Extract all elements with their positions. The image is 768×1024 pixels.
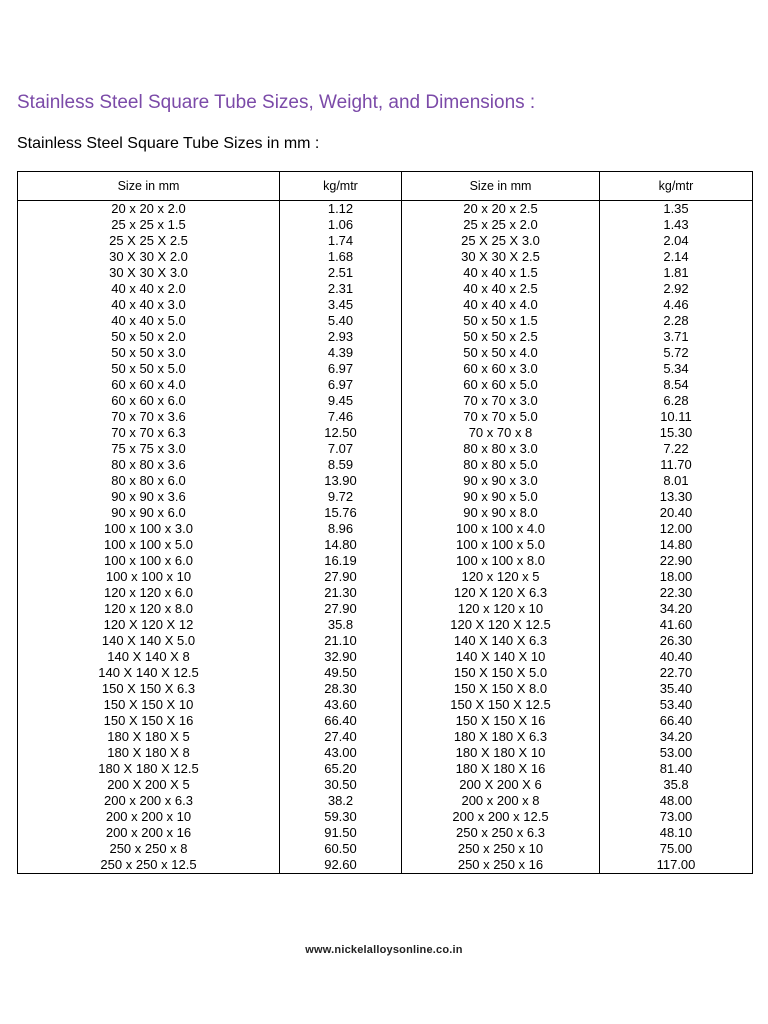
table-row — [18, 393, 753, 409]
cell-weight-right: 5.72 — [600, 345, 753, 361]
cell-weight-left: 65.20 — [280, 761, 402, 777]
cell-weight-left: 15.76 — [280, 505, 402, 521]
cell-weight-right: 4.46 — [600, 297, 753, 313]
cell-size-left: 180 X 180 X 12.5 — [18, 761, 280, 777]
cell-size-right: 50 x 50 x 4.0 — [402, 345, 600, 361]
cell-weight-right: 48.00 — [600, 793, 753, 809]
cell-weight-left: 92.60 — [280, 857, 402, 874]
table-header-row — [18, 172, 753, 201]
cell-weight-left: 27.40 — [280, 729, 402, 745]
cell-weight-right: 117.00 — [600, 857, 753, 874]
table-row — [18, 841, 753, 857]
cell-weight-right: 12.00 — [600, 521, 753, 537]
cell-size-right: 50 x 50 x 1.5 — [402, 313, 600, 329]
cell-size-right: 140 X 140 X 10 — [402, 649, 600, 665]
cell-size-right: 150 X 150 X 8.0 — [402, 681, 600, 697]
cell-weight-right: 14.80 — [600, 537, 753, 553]
cell-size-left: 200 x 200 x 10 — [18, 809, 280, 825]
cell-size-right: 250 x 250 x 6.3 — [402, 825, 600, 841]
cell-size-right: 140 X 140 X 6.3 — [402, 633, 600, 649]
cell-weight-left: 35.8 — [280, 617, 402, 633]
table-row — [18, 249, 753, 265]
table-row — [18, 297, 753, 313]
cell-weight-left: 6.97 — [280, 377, 402, 393]
cell-weight-left: 4.39 — [280, 345, 402, 361]
cell-weight-right: 3.71 — [600, 329, 753, 345]
cell-size-left: 120 x 120 x 6.0 — [18, 585, 280, 601]
cell-size-right: 60 x 60 x 3.0 — [402, 361, 600, 377]
cell-weight-left: 1.12 — [280, 201, 402, 218]
cell-weight-right: 35.40 — [600, 681, 753, 697]
cell-weight-left: 1.68 — [280, 249, 402, 265]
tube-size-table — [17, 171, 753, 874]
section-subtitle: Stainless Steel Square Tube Sizes in mm : — [17, 135, 320, 152]
cell-size-right: 180 X 180 X 10 — [402, 745, 600, 761]
table-row — [18, 217, 753, 233]
cell-weight-right: 81.40 — [600, 761, 753, 777]
cell-size-left: 140 X 140 X 8 — [18, 649, 280, 665]
cell-size-left: 100 x 100 x 6.0 — [18, 553, 280, 569]
cell-size-right: 120 X 120 X 12.5 — [402, 617, 600, 633]
cell-weight-right: 40.40 — [600, 649, 753, 665]
cell-weight-right: 1.35 — [600, 201, 753, 218]
cell-size-right: 20 x 20 x 2.5 — [402, 201, 600, 218]
cell-size-left: 140 X 140 X 12.5 — [18, 665, 280, 681]
cell-size-left: 80 x 80 x 6.0 — [18, 473, 280, 489]
table-row — [18, 473, 753, 489]
cell-weight-left: 1.06 — [280, 217, 402, 233]
cell-size-left: 100 x 100 x 5.0 — [18, 537, 280, 553]
table-row — [18, 441, 753, 457]
cell-weight-left: 27.90 — [280, 569, 402, 585]
cell-size-right: 70 x 70 x 5.0 — [402, 409, 600, 425]
cell-size-left: 50 x 50 x 3.0 — [18, 345, 280, 361]
cell-weight-left: 16.19 — [280, 553, 402, 569]
cell-size-left: 80 x 80 x 3.6 — [18, 457, 280, 473]
cell-size-left: 150 X 150 X 6.3 — [18, 681, 280, 697]
cell-size-right: 250 x 250 x 10 — [402, 841, 600, 857]
cell-weight-right: 6.28 — [600, 393, 753, 409]
cell-size-right: 70 x 70 x 8 — [402, 425, 600, 441]
table-row — [18, 713, 753, 729]
cell-weight-right: 2.04 — [600, 233, 753, 249]
cell-size-left: 200 x 200 x 16 — [18, 825, 280, 841]
cell-weight-right: 1.43 — [600, 217, 753, 233]
cell-weight-right: 75.00 — [600, 841, 753, 857]
cell-weight-right: 34.20 — [600, 729, 753, 745]
table-row — [18, 377, 753, 393]
cell-weight-left: 1.74 — [280, 233, 402, 249]
cell-weight-left: 60.50 — [280, 841, 402, 857]
table-row — [18, 329, 753, 345]
cell-size-left: 40 x 40 x 3.0 — [18, 297, 280, 313]
table-row — [18, 409, 753, 425]
cell-weight-right: 66.40 — [600, 713, 753, 729]
cell-size-right: 120 x 120 x 5 — [402, 569, 600, 585]
cell-weight-right: 73.00 — [600, 809, 753, 825]
table-row — [18, 649, 753, 665]
cell-size-left: 250 x 250 x 8 — [18, 841, 280, 857]
table-row — [18, 425, 753, 441]
table-row — [18, 585, 753, 601]
cell-size-right: 150 X 150 X 12.5 — [402, 697, 600, 713]
table-row — [18, 505, 753, 521]
table-row — [18, 857, 753, 874]
cell-weight-right: 18.00 — [600, 569, 753, 585]
table-row — [18, 537, 753, 553]
cell-size-right: 80 x 80 x 5.0 — [402, 457, 600, 473]
cell-weight-right: 5.34 — [600, 361, 753, 377]
cell-size-right: 90 x 90 x 5.0 — [402, 489, 600, 505]
table-row — [18, 617, 753, 633]
cell-size-left: 180 X 180 X 5 — [18, 729, 280, 745]
cell-weight-left: 66.40 — [280, 713, 402, 729]
cell-weight-right: 13.30 — [600, 489, 753, 505]
cell-size-right: 80 x 80 x 3.0 — [402, 441, 600, 457]
table-row — [18, 761, 753, 777]
cell-size-right: 25 X 25 X 3.0 — [402, 233, 600, 249]
cell-size-left: 60 x 60 x 4.0 — [18, 377, 280, 393]
cell-weight-left: 14.80 — [280, 537, 402, 553]
cell-size-left: 25 x 25 x 1.5 — [18, 217, 280, 233]
cell-size-right: 200 x 200 x 8 — [402, 793, 600, 809]
header-weight-left: kg/mtr — [280, 172, 402, 201]
table-row — [18, 681, 753, 697]
cell-size-right: 70 x 70 x 3.0 — [402, 393, 600, 409]
header-size-left: Size in mm — [18, 172, 280, 201]
table-row — [18, 745, 753, 761]
cell-size-left: 120 x 120 x 8.0 — [18, 601, 280, 617]
cell-weight-left: 8.59 — [280, 457, 402, 473]
cell-size-left: 60 x 60 x 6.0 — [18, 393, 280, 409]
cell-size-right: 90 x 90 x 8.0 — [402, 505, 600, 521]
page-title: Stainless Steel Square Tube Sizes, Weight, and Dimensions : — [17, 92, 536, 113]
cell-size-left: 250 x 250 x 12.5 — [18, 857, 280, 874]
table-row — [18, 457, 753, 473]
cell-size-left: 120 X 120 X 12 — [18, 617, 280, 633]
cell-size-right: 40 x 40 x 1.5 — [402, 265, 600, 281]
table-row — [18, 553, 753, 569]
cell-weight-left: 2.93 — [280, 329, 402, 345]
cell-weight-left: 38.2 — [280, 793, 402, 809]
cell-size-right: 25 x 25 x 2.0 — [402, 217, 600, 233]
cell-size-right: 150 X 150 X 5.0 — [402, 665, 600, 681]
cell-weight-right: 11.70 — [600, 457, 753, 473]
cell-weight-left: 7.07 — [280, 441, 402, 457]
cell-size-left: 30 X 30 X 2.0 — [18, 249, 280, 265]
cell-weight-right: 7.22 — [600, 441, 753, 457]
cell-weight-left: 7.46 — [280, 409, 402, 425]
cell-size-right: 250 x 250 x 16 — [402, 857, 600, 874]
table-row — [18, 633, 753, 649]
cell-size-left: 30 X 30 X 3.0 — [18, 265, 280, 281]
cell-weight-left: 6.97 — [280, 361, 402, 377]
cell-size-left: 50 x 50 x 2.0 — [18, 329, 280, 345]
cell-size-right: 60 x 60 x 5.0 — [402, 377, 600, 393]
cell-weight-right: 35.8 — [600, 777, 753, 793]
cell-size-left: 150 X 150 X 10 — [18, 697, 280, 713]
cell-size-left: 90 x 90 x 3.6 — [18, 489, 280, 505]
cell-weight-left: 12.50 — [280, 425, 402, 441]
cell-size-left: 40 x 40 x 2.0 — [18, 281, 280, 297]
cell-weight-left: 21.30 — [280, 585, 402, 601]
table-row — [18, 313, 753, 329]
table-row — [18, 265, 753, 281]
cell-weight-left: 2.51 — [280, 265, 402, 281]
header-size-right: Size in mm — [402, 172, 600, 201]
cell-size-right: 90 x 90 x 3.0 — [402, 473, 600, 489]
cell-size-left: 200 x 200 x 6.3 — [18, 793, 280, 809]
cell-weight-right: 15.30 — [600, 425, 753, 441]
cell-size-left: 70 x 70 x 3.6 — [18, 409, 280, 425]
cell-weight-left: 9.45 — [280, 393, 402, 409]
cell-size-right: 40 x 40 x 4.0 — [402, 297, 600, 313]
table-row — [18, 825, 753, 841]
table-row — [18, 361, 753, 377]
cell-weight-right: 53.00 — [600, 745, 753, 761]
header-weight-right: kg/mtr — [600, 172, 753, 201]
cell-weight-left: 2.31 — [280, 281, 402, 297]
cell-weight-left: 21.10 — [280, 633, 402, 649]
cell-size-left: 150 X 150 X 16 — [18, 713, 280, 729]
cell-size-right: 180 X 180 X 16 — [402, 761, 600, 777]
cell-weight-left: 43.60 — [280, 697, 402, 713]
table-row — [18, 569, 753, 585]
table-row — [18, 281, 753, 297]
cell-size-right: 30 X 30 X 2.5 — [402, 249, 600, 265]
cell-size-left: 50 x 50 x 5.0 — [18, 361, 280, 377]
cell-weight-right: 8.01 — [600, 473, 753, 489]
cell-weight-right: 8.54 — [600, 377, 753, 393]
cell-weight-right: 2.92 — [600, 281, 753, 297]
cell-size-left: 70 x 70 x 6.3 — [18, 425, 280, 441]
cell-weight-left: 27.90 — [280, 601, 402, 617]
cell-weight-left: 43.00 — [280, 745, 402, 761]
table-row — [18, 697, 753, 713]
table-row — [18, 345, 753, 361]
cell-weight-right: 2.14 — [600, 249, 753, 265]
cell-weight-right: 34.20 — [600, 601, 753, 617]
cell-weight-right: 1.81 — [600, 265, 753, 281]
cell-weight-right: 26.30 — [600, 633, 753, 649]
cell-weight-left: 13.90 — [280, 473, 402, 489]
cell-weight-left: 59.30 — [280, 809, 402, 825]
cell-weight-right: 22.30 — [600, 585, 753, 601]
cell-size-right: 180 X 180 X 6.3 — [402, 729, 600, 745]
cell-weight-right: 53.40 — [600, 697, 753, 713]
cell-weight-left: 3.45 — [280, 297, 402, 313]
cell-weight-right: 41.60 — [600, 617, 753, 633]
table-row — [18, 489, 753, 505]
cell-size-right: 100 x 100 x 8.0 — [402, 553, 600, 569]
cell-weight-left: 91.50 — [280, 825, 402, 841]
cell-size-left: 90 x 90 x 6.0 — [18, 505, 280, 521]
table-row — [18, 201, 753, 218]
table-row — [18, 809, 753, 825]
table-row — [18, 233, 753, 249]
cell-weight-right: 22.90 — [600, 553, 753, 569]
cell-size-left: 100 x 100 x 10 — [18, 569, 280, 585]
cell-size-left: 40 x 40 x 5.0 — [18, 313, 280, 329]
table-body — [18, 201, 753, 874]
cell-weight-right: 2.28 — [600, 313, 753, 329]
cell-weight-right: 22.70 — [600, 665, 753, 681]
table-row — [18, 729, 753, 745]
table-row — [18, 777, 753, 793]
cell-weight-left: 5.40 — [280, 313, 402, 329]
table-row — [18, 793, 753, 809]
table-row — [18, 521, 753, 537]
cell-size-left: 100 x 100 x 3.0 — [18, 521, 280, 537]
cell-size-right: 150 X 150 X 16 — [402, 713, 600, 729]
cell-weight-left: 30.50 — [280, 777, 402, 793]
cell-weight-right: 20.40 — [600, 505, 753, 521]
cell-size-right: 100 x 100 x 5.0 — [402, 537, 600, 553]
cell-size-right: 120 x 120 x 10 — [402, 601, 600, 617]
cell-size-right: 200 x 200 x 12.5 — [402, 809, 600, 825]
cell-weight-left: 49.50 — [280, 665, 402, 681]
cell-weight-right: 10.11 — [600, 409, 753, 425]
cell-size-right: 50 x 50 x 2.5 — [402, 329, 600, 345]
cell-weight-left: 9.72 — [280, 489, 402, 505]
cell-size-left: 75 x 75 x 3.0 — [18, 441, 280, 457]
table-row — [18, 601, 753, 617]
cell-weight-left: 32.90 — [280, 649, 402, 665]
table-row — [18, 665, 753, 681]
footer-url: www.nickelalloysonline.co.in — [305, 944, 463, 956]
cell-size-right: 40 x 40 x 2.5 — [402, 281, 600, 297]
cell-size-left: 200 X 200 X 5 — [18, 777, 280, 793]
cell-size-left: 140 X 140 X 5.0 — [18, 633, 280, 649]
cell-size-left: 20 x 20 x 2.0 — [18, 201, 280, 218]
cell-size-right: 120 X 120 X 6.3 — [402, 585, 600, 601]
cell-size-right: 100 x 100 x 4.0 — [402, 521, 600, 537]
cell-weight-right: 48.10 — [600, 825, 753, 841]
cell-size-left: 180 X 180 X 8 — [18, 745, 280, 761]
cell-size-right: 200 X 200 X 6 — [402, 777, 600, 793]
cell-weight-left: 28.30 — [280, 681, 402, 697]
cell-weight-left: 8.96 — [280, 521, 402, 537]
cell-size-left: 25 X 25 X 2.5 — [18, 233, 280, 249]
